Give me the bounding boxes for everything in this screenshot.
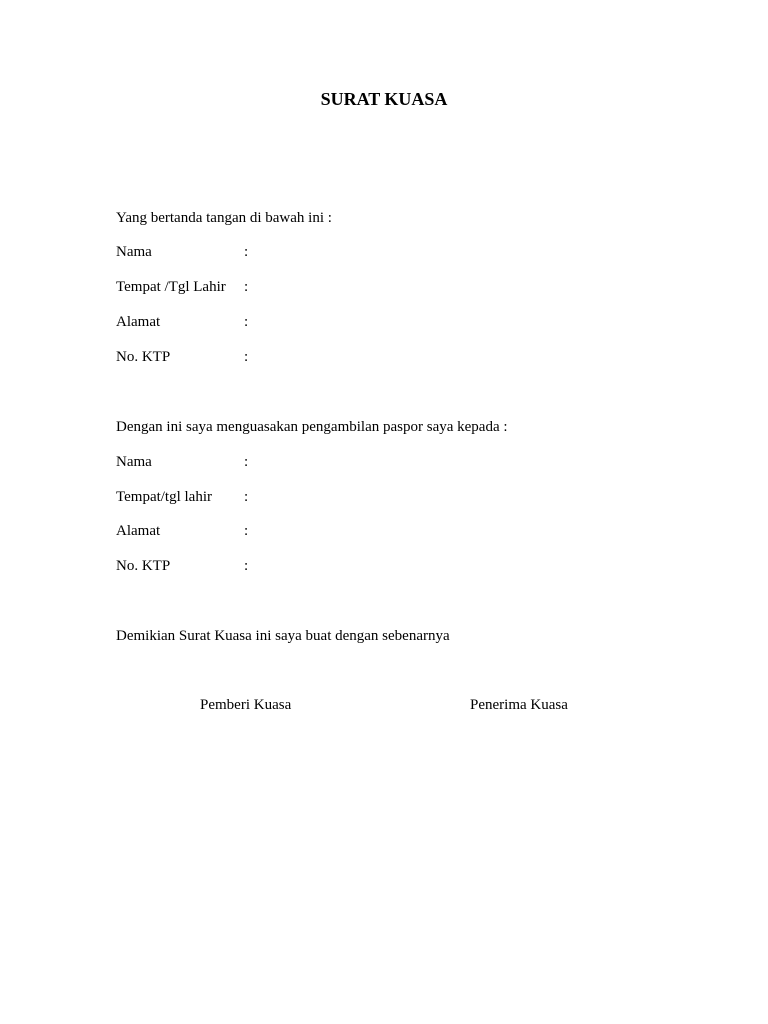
signature-giver-label: Pemberi Kuasa [200,697,292,713]
field-label: Alamat [116,314,161,330]
signature-receiver-label: Penerima Kuasa [470,697,568,713]
field-separator: : [244,349,249,365]
field-label: Nama [116,244,152,260]
mandate-text: Dengan ini saya menguasakan pengambilan paspor saya kepada : [116,419,508,435]
document-title: SURAT KUASA [320,89,448,109]
closing-text: Demikian Surat Kuasa ini saya buat dengan sebenarnya [116,628,450,644]
field-separator: : [244,523,249,539]
field-label: No. KTP [116,349,171,365]
field-separator: : [244,279,249,295]
field-separator: : [244,558,249,574]
field-label: No. KTP [116,558,171,574]
field-separator: : [244,454,249,470]
field-separator: : [244,489,249,505]
field-separator: : [244,314,249,330]
field-separator: : [244,244,249,260]
field-label: Tempat/tgl lahir [116,489,213,505]
intro-text: Yang bertanda tangan di bawah ini : [116,210,332,226]
field-label: Alamat [116,523,161,539]
field-label: Tempat /Tgl Lahir [116,279,226,295]
field-label: Nama [116,454,152,470]
